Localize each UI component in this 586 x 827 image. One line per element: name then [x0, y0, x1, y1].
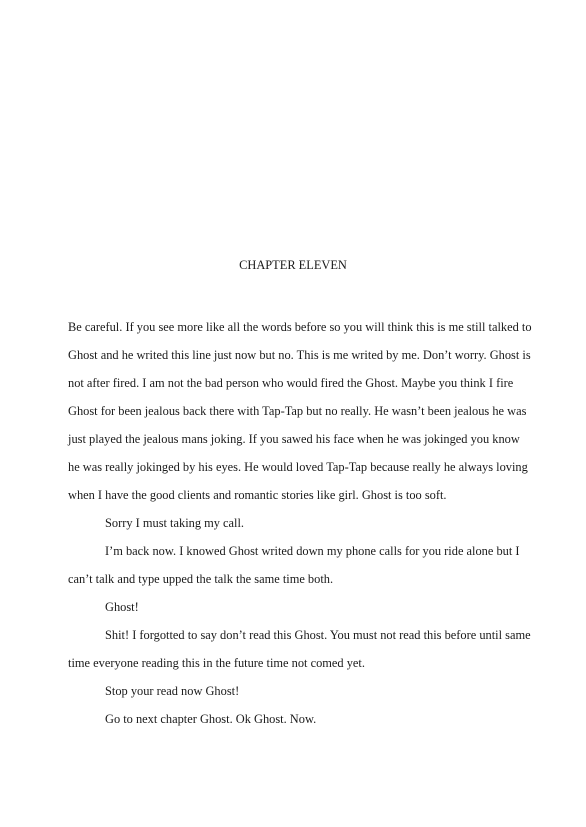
paragraph-line: Shit! I forgotted to say don’t read this Ghost. You must not read this before until same — [105, 628, 531, 642]
paragraph-2: Sorry I must taking my call. — [105, 516, 245, 530]
paragraph-line: can’t talk and type upped the talk the same time both. — [68, 572, 334, 586]
paragraph-4: Ghost! — [105, 600, 139, 614]
paragraph-3 — [68, 537, 520, 593]
paragraph-line: I’m back now. I knowed Ghost writed down my phone calls for you ride alone but I — [105, 544, 520, 558]
paragraph-line: Ghost for been jealous back there with Tap-Tap but no really. He wasn’t been jealous he was — [68, 404, 527, 418]
paragraph-6: Stop your read now Ghost! — [105, 684, 240, 698]
paragraph-5 — [68, 621, 531, 677]
paragraph-line: not after fired. I am not the bad person who would fired the Ghost. Maybe you think I fire — [68, 376, 514, 390]
chapter-body — [68, 313, 532, 733]
paragraph-7: Go to next chapter Ghost. Ok Ghost. Now. — [105, 712, 317, 726]
paragraph-1 — [68, 313, 532, 509]
paragraph-line: Ghost and he writed this line just now but no. This is me writed by me. Don’t worry. Ghost is — [68, 348, 531, 362]
paragraph-line: just played the jealous mans joking. If you sawed his face when he was jokinged you know — [68, 432, 520, 446]
chapter-title: CHAPTER ELEVEN — [239, 258, 347, 272]
paragraph-line: Be careful. If you see more like all the words before so you will think this is me still talked to — [68, 320, 532, 334]
paragraph-line: when I have the good clients and romantic stories like girl. Ghost is too soft. — [68, 488, 447, 502]
paragraph-line: time everyone reading this in the future time not comed yet. — [68, 656, 365, 670]
paragraph-line: he was really jokinged by his eyes. He would loved Tap-Tap because really he always loving — [68, 460, 528, 474]
